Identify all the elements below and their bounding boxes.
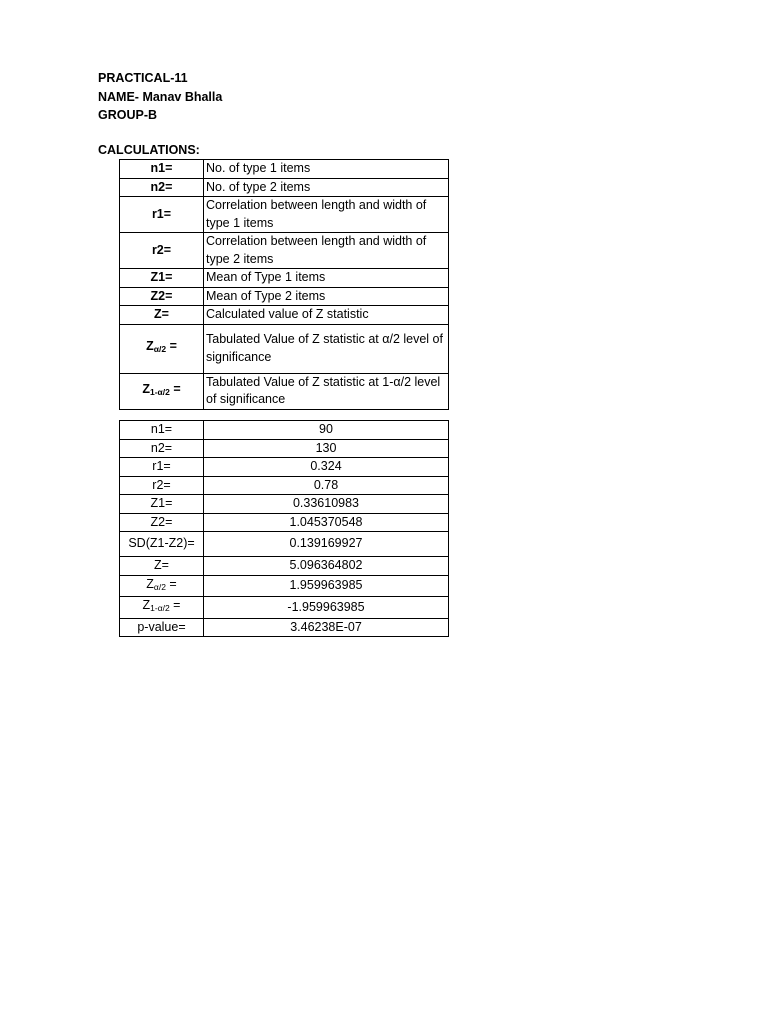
definition-key: n2= xyxy=(120,178,204,197)
definition-desc: Correlation between length and width of type 2 items xyxy=(204,233,449,269)
value-key: Z1= xyxy=(120,495,204,514)
key-base: Z xyxy=(146,576,154,591)
table-row xyxy=(120,233,449,269)
key-subscript: α/2 xyxy=(153,581,166,592)
key-tail: = xyxy=(169,381,181,396)
value-key: n2= xyxy=(120,439,204,458)
definition-desc: Tabulated Value of Z statistic at α/2 level of significance xyxy=(204,324,449,373)
table-row xyxy=(120,439,449,458)
calculations-title: CALCULATIONS: xyxy=(98,143,200,157)
definition-key: r2= xyxy=(120,233,204,269)
definition-desc: Correlation between length and width of type 1 items xyxy=(204,197,449,233)
table-row xyxy=(120,306,449,325)
table-row xyxy=(120,160,449,179)
value-key: n1= xyxy=(120,421,204,440)
value-key: Z2= xyxy=(120,513,204,532)
group-label: GROUP-B xyxy=(98,108,158,122)
table-row xyxy=(120,575,449,597)
definition-desc: Tabulated Value of Z statistic at 1-α/2 level of significance xyxy=(204,373,449,409)
definition-key: Z= xyxy=(120,306,204,325)
table-row xyxy=(120,373,449,409)
definitions-table xyxy=(119,159,449,410)
table-row xyxy=(120,458,449,477)
value-cell: 5.096364802 xyxy=(204,557,449,576)
definition-desc: No. of type 2 items xyxy=(204,178,449,197)
definition-desc: No. of type 1 items xyxy=(204,160,449,179)
value-key-z-one-minus-alpha-half xyxy=(120,597,204,619)
value-cell: 1.959963985 xyxy=(204,575,449,597)
key-base: Z xyxy=(142,598,151,612)
document-header xyxy=(98,69,222,125)
key-tail: = xyxy=(169,598,181,612)
key-base: Z xyxy=(146,339,154,354)
definition-desc: Calculated value of Z statistic xyxy=(204,306,449,325)
value-cell: 130 xyxy=(204,439,449,458)
table-row xyxy=(120,476,449,495)
key-subscript: 1-α/2 xyxy=(150,603,170,613)
table-row xyxy=(120,532,449,557)
definition-key: n1= xyxy=(120,160,204,179)
definition-key-z-alpha-half xyxy=(120,324,204,373)
student-name: NAME- Manav Bhalla xyxy=(98,89,223,104)
definition-key: r1= xyxy=(120,197,204,233)
definition-desc: Mean of Type 2 items xyxy=(204,287,449,306)
table-row xyxy=(120,324,449,373)
table-row xyxy=(120,495,449,514)
value-cell: 1.045370548 xyxy=(204,513,449,532)
table-row xyxy=(120,269,449,288)
value-cell: 0.78 xyxy=(204,476,449,495)
table-row xyxy=(120,421,449,440)
value-key: r2= xyxy=(120,476,204,495)
definition-key-z-one-minus-alpha-half xyxy=(120,373,204,409)
definition-key: Z1= xyxy=(120,269,204,288)
key-subscript: 1-α/2 xyxy=(149,386,170,397)
value-key: Z= xyxy=(120,557,204,576)
value-key-z-alpha-half xyxy=(120,575,204,597)
table-row xyxy=(120,597,449,619)
practical-title: PRACTICAL-11 xyxy=(98,71,188,85)
definition-desc: Mean of Type 1 items xyxy=(204,269,449,288)
values-table xyxy=(119,420,449,637)
value-cell: 0.33610983 xyxy=(204,495,449,514)
value-cell: 0.324 xyxy=(204,458,449,477)
value-key: r1= xyxy=(120,458,204,477)
value-cell: 90 xyxy=(204,421,449,440)
table-row xyxy=(120,178,449,197)
definition-key: Z2= xyxy=(120,287,204,306)
table-row xyxy=(120,197,449,233)
table-row xyxy=(120,557,449,576)
table-row xyxy=(120,287,449,306)
key-subscript: α/2 xyxy=(153,344,167,355)
key-base: Z xyxy=(142,381,150,396)
value-cell: 0.139169927 xyxy=(204,532,449,557)
value-cell: -1.959963985 xyxy=(204,597,449,619)
value-key: SD(Z1-Z2)= xyxy=(120,532,204,557)
table-row xyxy=(120,618,449,637)
key-tail: = xyxy=(166,339,177,354)
key-tail: = xyxy=(165,576,177,591)
table-row xyxy=(120,513,449,532)
value-cell: 3.46238E-07 xyxy=(204,618,449,637)
value-key: p-value= xyxy=(120,618,204,637)
